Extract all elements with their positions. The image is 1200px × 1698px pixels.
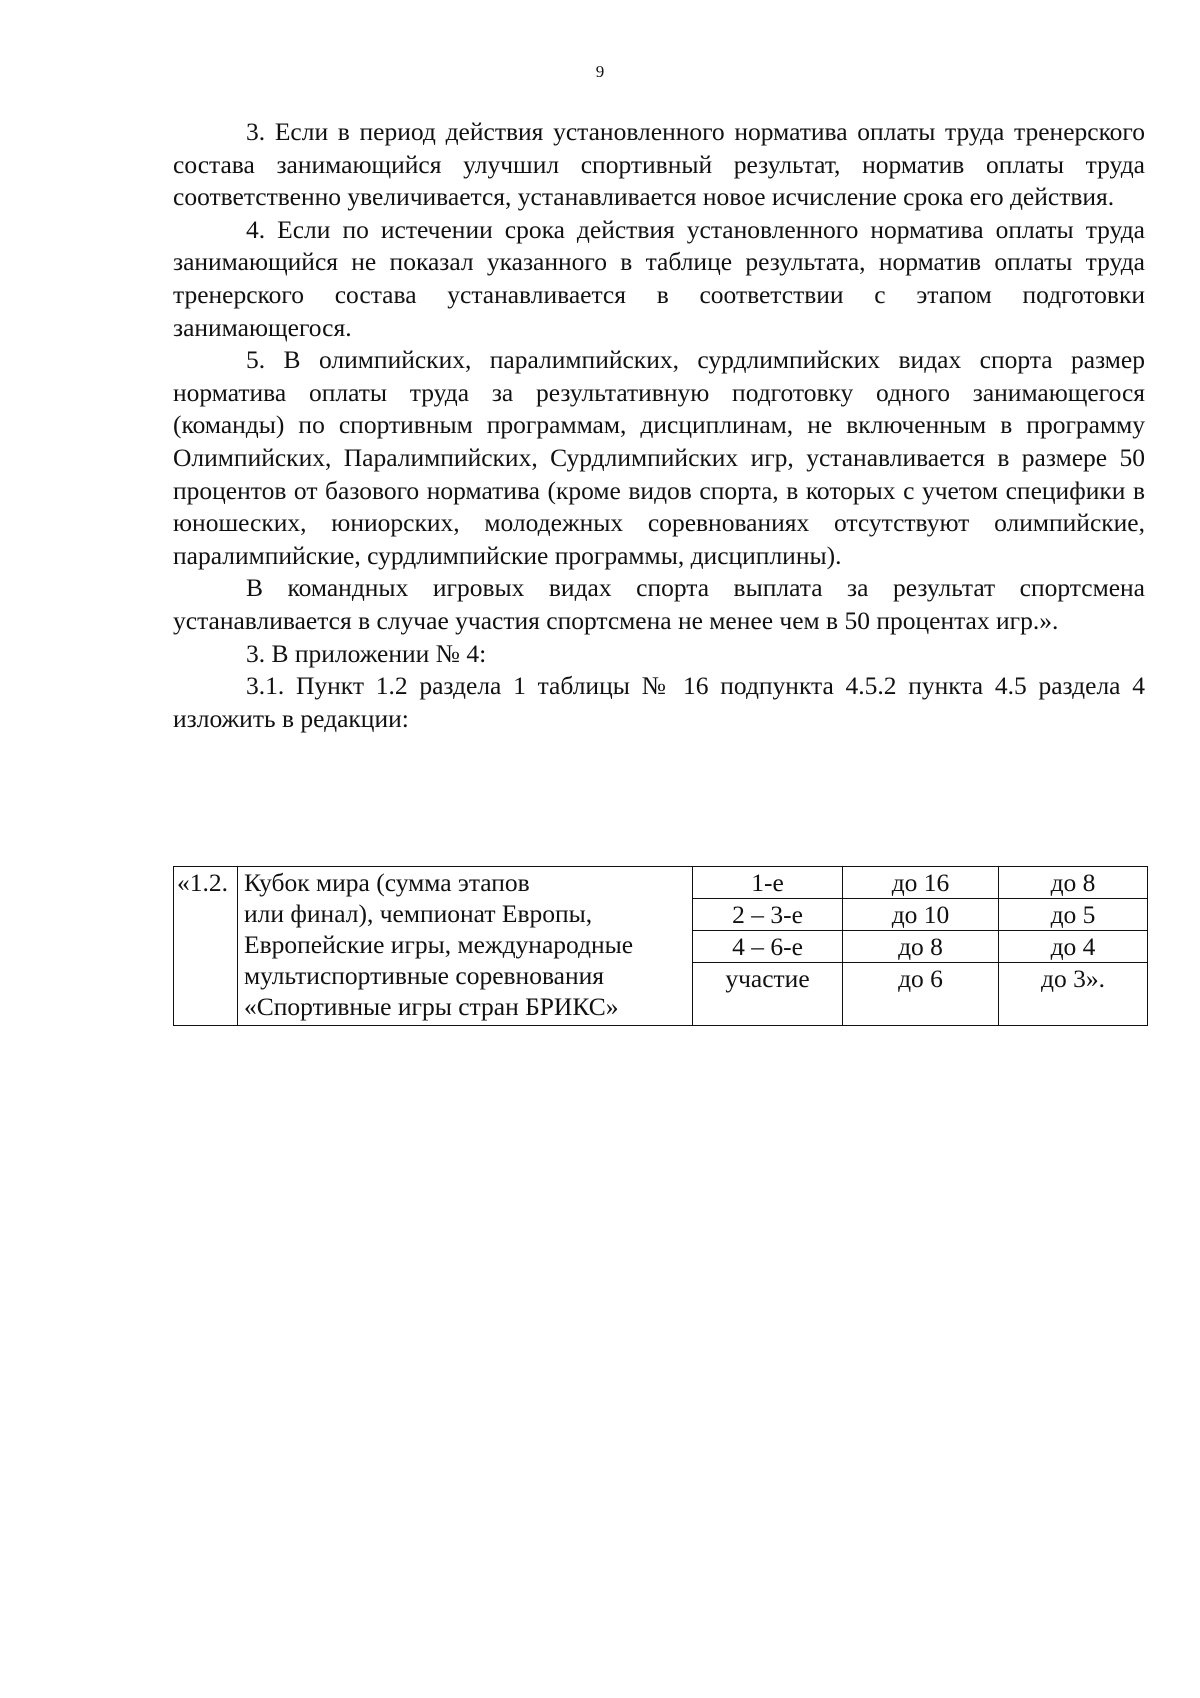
- amendment-table: [173, 866, 1148, 1026]
- paragraph-appendix-4: 3. В приложении № 4:: [246, 638, 487, 668]
- competition-name-line: Кубок мира (сумма этапов: [244, 868, 530, 897]
- norm-cell: до 8: [843, 931, 999, 963]
- competition-name-line: «Спортивные игры стран БРИКС»: [244, 992, 619, 1021]
- place-cell: 1-е: [693, 867, 843, 899]
- page-number: 9: [595, 62, 605, 81]
- place-cell: 2 – 3-е: [693, 899, 843, 931]
- table-row: [174, 867, 1148, 899]
- competition-name-line: мультиспортивные соревнования: [244, 961, 604, 990]
- norm-cell: до 6: [843, 963, 999, 1026]
- norm-cell: до 3».: [999, 963, 1148, 1026]
- competition-name-line: Европейские игры, международные: [244, 930, 634, 959]
- body-text: [173, 116, 1145, 735]
- competition-name-cell: [238, 867, 693, 1026]
- paragraph-item-4: 4. Если по истечении срока действия установленного норматива оплаты труда занимающийся не показал указанного в таблице результата, норматив оплаты труда тренерского состава устанавливается в соответствии с этапом подготовки занимающегося.: [173, 214, 1145, 342]
- norm-cell: до 8: [999, 867, 1148, 899]
- paragraph-item-3: 3. Если в период действия установленного норматива оплаты труда тренерского состава занимающийся улучшил спортивный результат, норматив оплаты труда соответственно увеличивается, устанавливается новое исчисление срока его действия.: [173, 117, 1145, 212]
- norm-cell: до 16: [843, 867, 999, 899]
- paragraph-item-5: 5. В олимпийских, паралимпийских, сурдлимпийских видах спорта размер норматива оплаты труда за результативную подготовку одного занимающегося (команды) по спортивным программам, дисциплинам, не включенным в программу Олимпийских, Паралимпийских, Сурдлимпийских игр, устанавливается в размере 50 процентов от базового норматива (кроме видов спорта, в которых с учетом специфики в юношеских, юниорских, молодежных соревнованиях отсутствуют олимпийские, паралимпийские, сурдлимпийские программы, дисциплины).: [173, 345, 1145, 570]
- place-cell: 4 – 6-е: [693, 931, 843, 963]
- paragraph-team-sports: В командных игровых видах спорта выплата за результат спортсмена устанавливается в случае участия спортсмена не менее чем в 50 процентах игр.».: [173, 573, 1145, 635]
- norm-cell: до 10: [843, 899, 999, 931]
- norm-cell: до 4: [999, 931, 1148, 963]
- competition-name-line: или финал), чемпионат Европы,: [244, 899, 593, 928]
- paragraph-clause-3-1: 3.1. Пункт 1.2 раздела 1 таблицы № 16 подпункта 4.5.2 пункта 4.5 раздела 4 изложить в редакции:: [173, 671, 1145, 733]
- item-number-cell: «1.2.: [174, 867, 238, 1026]
- norm-cell: до 5: [999, 899, 1148, 931]
- place-cell: участие: [693, 963, 843, 1026]
